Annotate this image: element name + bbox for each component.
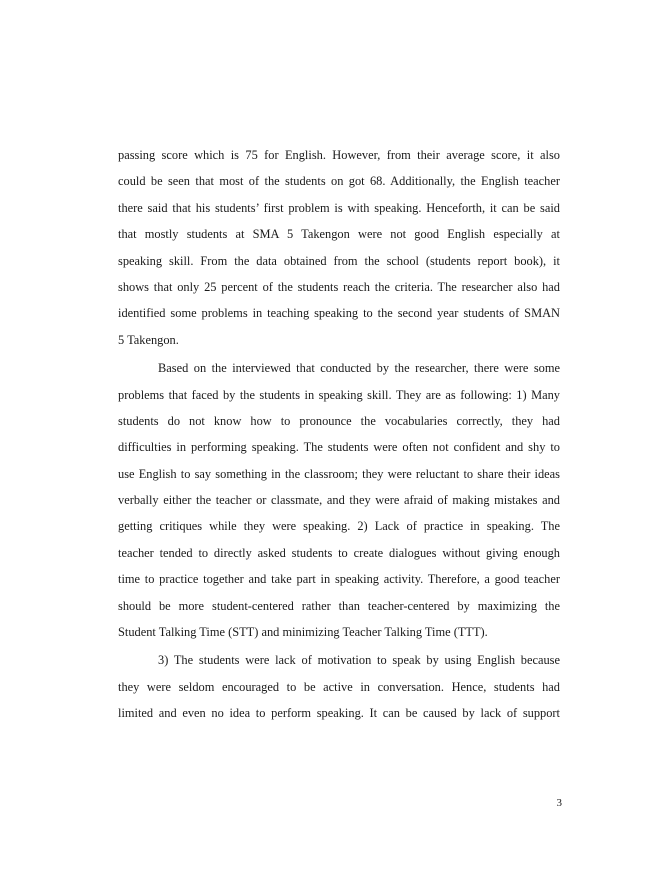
text-line: shows that only 25 percent of the students reach the criteria. The researcher also had	[118, 279, 560, 294]
text-line: they were seldom encouraged to be active in conversation. Hence, students had	[118, 679, 560, 694]
body-text	[118, 142, 560, 727]
text-line: should be more student-centered rather than teacher-centered by maximizing the	[118, 598, 560, 613]
text-line: verbally either the teacher or classmate, and they were afraid of making mistakes and	[118, 493, 560, 508]
text-line: identified some problems in teaching speaking to the second year students of SMAN	[118, 306, 560, 321]
text-line: use English to say something in the classroom; they were reluctant to share their ideas	[118, 466, 560, 481]
text-line: teacher tended to directly asked students to create dialogues without giving enough	[118, 545, 560, 560]
text-line: students do not know how to pronounce the vocabularies correctly, they had	[118, 413, 560, 428]
paragraph-1	[118, 142, 560, 353]
text-line: speaking skill. From the data obtained from the school (students report book), it	[118, 253, 560, 268]
paragraph-2	[118, 355, 560, 645]
text-line: passing score which is 75 for English. However, from their average score, it also	[118, 148, 560, 162]
text-line: getting critiques while they were speaking. 2) Lack of practice in speaking. The	[118, 519, 560, 534]
text-line: 3) The students were lack of motivation to speak by using English because	[158, 653, 560, 668]
text-line: there said that his students’ first problem is with speaking. Henceforth, it can be said	[118, 200, 560, 215]
page-number: 3	[556, 797, 562, 809]
text-line: 5 Takengon.	[118, 332, 179, 347]
text-line: could be seen that most of the students on got 68. Additionally, the English teacher	[118, 174, 560, 189]
text-line: Student Talking Time (STT) and minimizing Teacher Talking Time (TTT).	[118, 625, 488, 640]
text-line: that mostly students at SMA 5 Takengon were not good English especially at	[118, 227, 560, 242]
text-line: problems that faced by the students in speaking skill. They are as following: 1) Many	[118, 387, 560, 402]
text-line: Based on the interviewed that conducted by the researcher, there were some	[158, 361, 560, 376]
text-line: limited and even no idea to perform speaking. It can be caused by lack of support	[118, 706, 560, 721]
paragraph-3	[118, 647, 560, 726]
text-line: time to practice together and take part in speaking activity. Therefore, a good teacher	[118, 572, 560, 587]
text-line: difficulties in performing speaking. The students were often not confident and shy to	[118, 440, 560, 455]
